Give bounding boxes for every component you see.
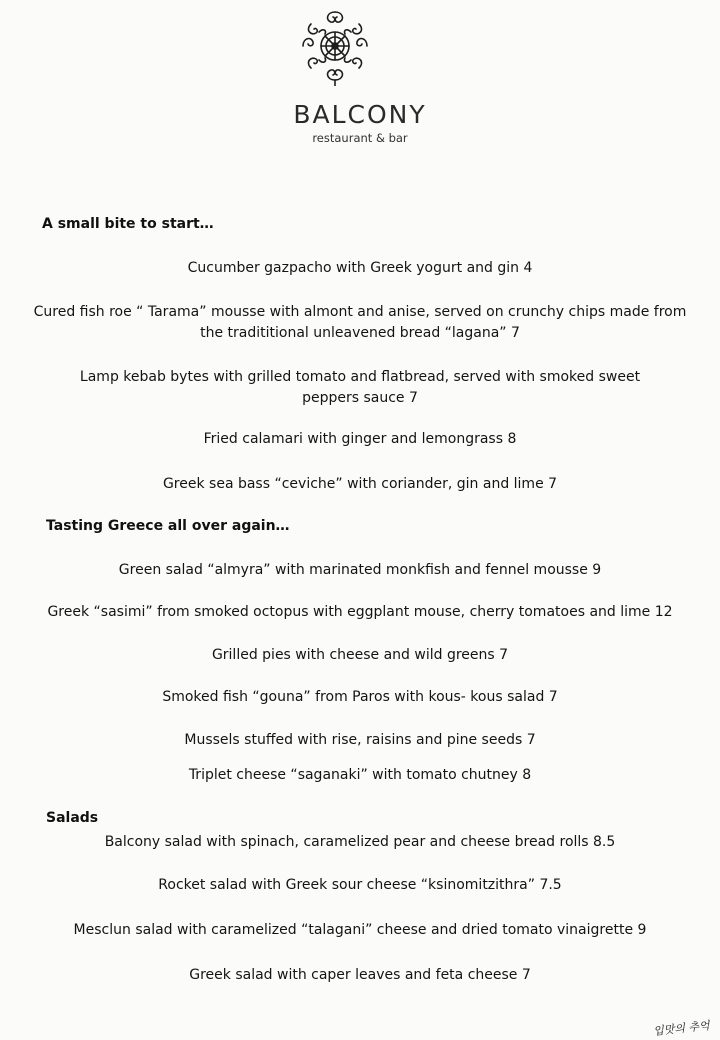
menu-item: Greek “sasimi” from smoked octopus with eggplant mouse, cherry tomatoes and lime 12 <box>47 604 673 620</box>
menu-item: Triplet cheese “saganaki” with tomato chutney 8 <box>188 767 532 783</box>
menu-item: Green salad “almyra” with marinated monkfish and fennel mousse 9 <box>118 562 602 578</box>
section-title-small-bite: A small bite to start… <box>42 216 214 232</box>
section-title-salads: Salads <box>46 810 99 826</box>
menu-item: Cured fish roe “ Tarama” mousse with almont and anise, served on crunchy chips made from the tradititional unleavened bread “lagana” 7 <box>33 304 687 341</box>
brand-name: BALCONY <box>293 100 427 129</box>
brand-subtitle: restaurant & bar <box>312 131 408 145</box>
menu-item: Fried calamari with ginger and lemongrass 8 <box>203 431 517 447</box>
menu-item: Balcony salad with spinach, caramelized pear and cheese bread rolls 8.5 <box>104 834 616 850</box>
menu-item: Smoked fish “gouna” from Paros with kous- kous salad 7 <box>162 689 558 705</box>
ornamental-swirl-icon <box>297 6 373 86</box>
menu-item: Greek salad with caper leaves and feta cheese 7 <box>189 967 531 983</box>
handwritten-signature: 입맛의 추억 <box>652 1019 711 1038</box>
menu-item: Grilled pies with cheese and wild greens 7 <box>211 647 509 663</box>
menu-item: Lamp kebab bytes with grilled tomato and flatbread, served with smoked sweet peppers sauce 7 <box>79 369 641 406</box>
menu-item: Mesclun salad with caramelized “talagani” cheese and dried tomato vinaigrette 9 <box>73 922 647 938</box>
menu-item: Mussels stuffed with rise, raisins and pine seeds 7 <box>184 732 536 748</box>
section-title-tasting-greece: Tasting Greece all over again… <box>46 518 290 534</box>
menu-item: Rocket salad with Greek sour cheese “ksinomitzithra” 7.5 <box>158 877 562 893</box>
menu-item: Cucumber gazpacho with Greek yogurt and gin 4 <box>187 260 533 276</box>
menu-item: Greek sea bass “ceviche” with coriander, gin and lime 7 <box>162 476 558 492</box>
